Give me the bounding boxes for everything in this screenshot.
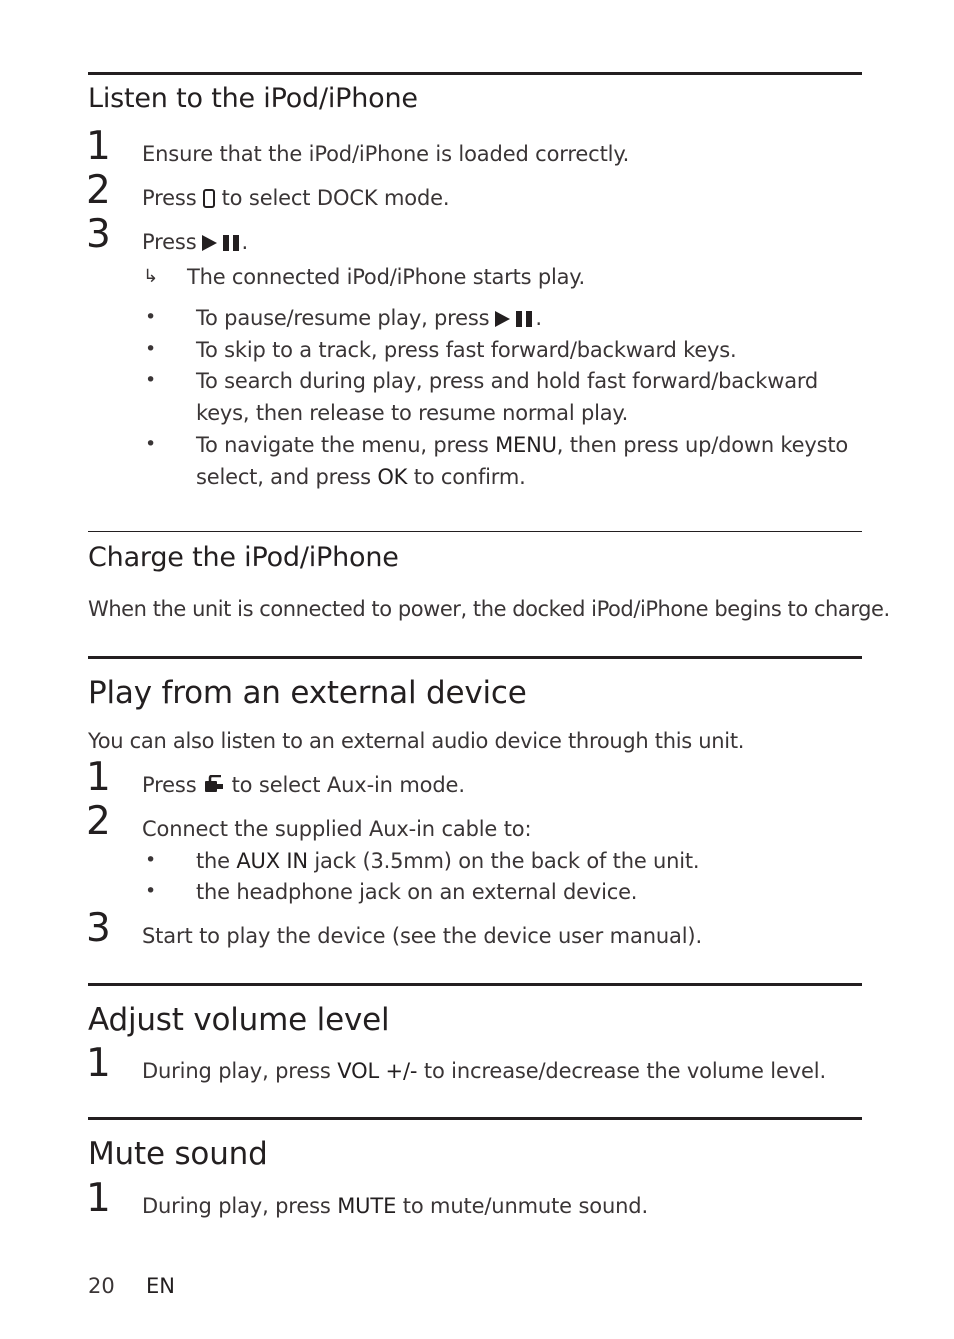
external-intro: You can also listen to an external audio device through this unit. [88, 729, 745, 753]
listen-bullet-2: To skip to a track, press fast forward/backward keys. [196, 338, 737, 362]
play-pause-icon [202, 232, 242, 258]
step-number-2: 2 [86, 168, 111, 213]
listen-bullet-4-post: to confirm. [413, 465, 526, 489]
mute-step-post: to mute/unmute sound. [402, 1194, 648, 1218]
mute-step-text [142, 1193, 648, 1219]
heading-mute: Mute sound [88, 1136, 268, 1172]
external-step-text-1 [142, 772, 465, 801]
step-number-1: 1 [86, 124, 111, 169]
section-rule-mute [88, 1117, 862, 1120]
page-number: 20 [88, 1274, 115, 1298]
external-bullet-2: the headphone jack on an external device. [196, 880, 638, 904]
section-rule-external [88, 656, 862, 659]
bullet-marker: • [145, 849, 157, 871]
result-arrow-icon: ↳ [143, 266, 159, 287]
bullet-marker: • [145, 369, 157, 391]
play-pause-icon [495, 305, 535, 337]
listen-bullet-4-line2 [196, 461, 526, 493]
external-step-1-pre: Press [142, 773, 197, 797]
bullet-marker: • [145, 306, 157, 328]
step-text-3-pre: Press [142, 230, 197, 254]
volume-step-post: to increase/decrease the volume level. [423, 1059, 827, 1083]
section-rule-listen [88, 72, 862, 75]
external-step-1-post: to select Aux-in mode. [231, 773, 465, 797]
step-text-2-pre: Press [142, 186, 197, 210]
section-rule-volume [88, 983, 862, 986]
volume-step-text [142, 1058, 826, 1084]
external-step-text-3: Start to play the device (see the device user manual). [142, 924, 702, 948]
listen-bullet-1 [196, 302, 542, 337]
aux-in-key-label: AUX IN [236, 849, 308, 873]
listen-bullet-4-line2-pre: select, and press [196, 465, 371, 489]
step-text-3-post: . [241, 230, 249, 254]
step-text-3 [142, 229, 248, 258]
language-code: EN [146, 1274, 175, 1298]
bullet-marker: • [145, 433, 157, 455]
listen-bullet-4-pre: To navigate the menu, press [196, 433, 489, 457]
heading-volume: Adjust volume level [88, 1002, 390, 1038]
step-number-1: 1 [86, 755, 111, 800]
step-number-3: 3 [86, 212, 111, 257]
bullet-marker: • [145, 880, 157, 902]
charge-text: When the unit is connected to power, the docked iPod/iPhone begins to charge. [88, 597, 890, 621]
step-number-2: 2 [86, 799, 111, 844]
external-step-text-2: Connect the supplied Aux-in cable to: [142, 817, 532, 841]
heading-charge: Charge the iPod/iPhone [88, 542, 399, 573]
volume-step-pre: During play, press [142, 1059, 331, 1083]
external-bullet-1-pre: the [196, 849, 230, 873]
listen-bullet-3-line1: To search during play, press and hold fast forward/backward [196, 369, 819, 393]
step-number-1: 1 [86, 1176, 111, 1221]
external-bullet-1-post: jack (3.5mm) on the back of the unit. [314, 849, 700, 873]
step-text-2 [142, 185, 449, 214]
menu-key-label: MENU [495, 433, 557, 457]
vol-key-label: VOL +/- [337, 1059, 418, 1083]
bullet-marker: • [145, 338, 157, 360]
dock-icon [203, 188, 215, 214]
step-number-1: 1 [86, 1041, 111, 1086]
step-number-3: 3 [86, 906, 111, 951]
aux-in-icon [203, 775, 225, 801]
listen-bullet-3-line2: keys, then release to resume normal play. [196, 401, 629, 425]
step-text-1: Ensure that the iPod/iPhone is loaded correctly. [142, 142, 630, 166]
section-rule-charge [88, 531, 862, 532]
external-bullet-1 [196, 845, 699, 877]
mute-step-pre: During play, press [142, 1194, 331, 1218]
heading-external: Play from an external device [88, 675, 527, 711]
listen-bullet-4-line1 [196, 429, 848, 461]
listen-bullet-4-mid: , then press up/down keysto [556, 433, 849, 457]
heading-listen: Listen to the iPod/iPhone [88, 83, 418, 114]
listen-bullet-1-pre: To pause/resume play, press [196, 306, 490, 330]
result-text: The connected iPod/iPhone starts play. [187, 265, 586, 289]
mute-key-label: MUTE [337, 1194, 397, 1218]
ok-key-label: OK [377, 465, 408, 489]
listen-bullet-1-post: . [535, 306, 542, 330]
step-text-2-post: to select DOCK mode. [221, 186, 450, 210]
